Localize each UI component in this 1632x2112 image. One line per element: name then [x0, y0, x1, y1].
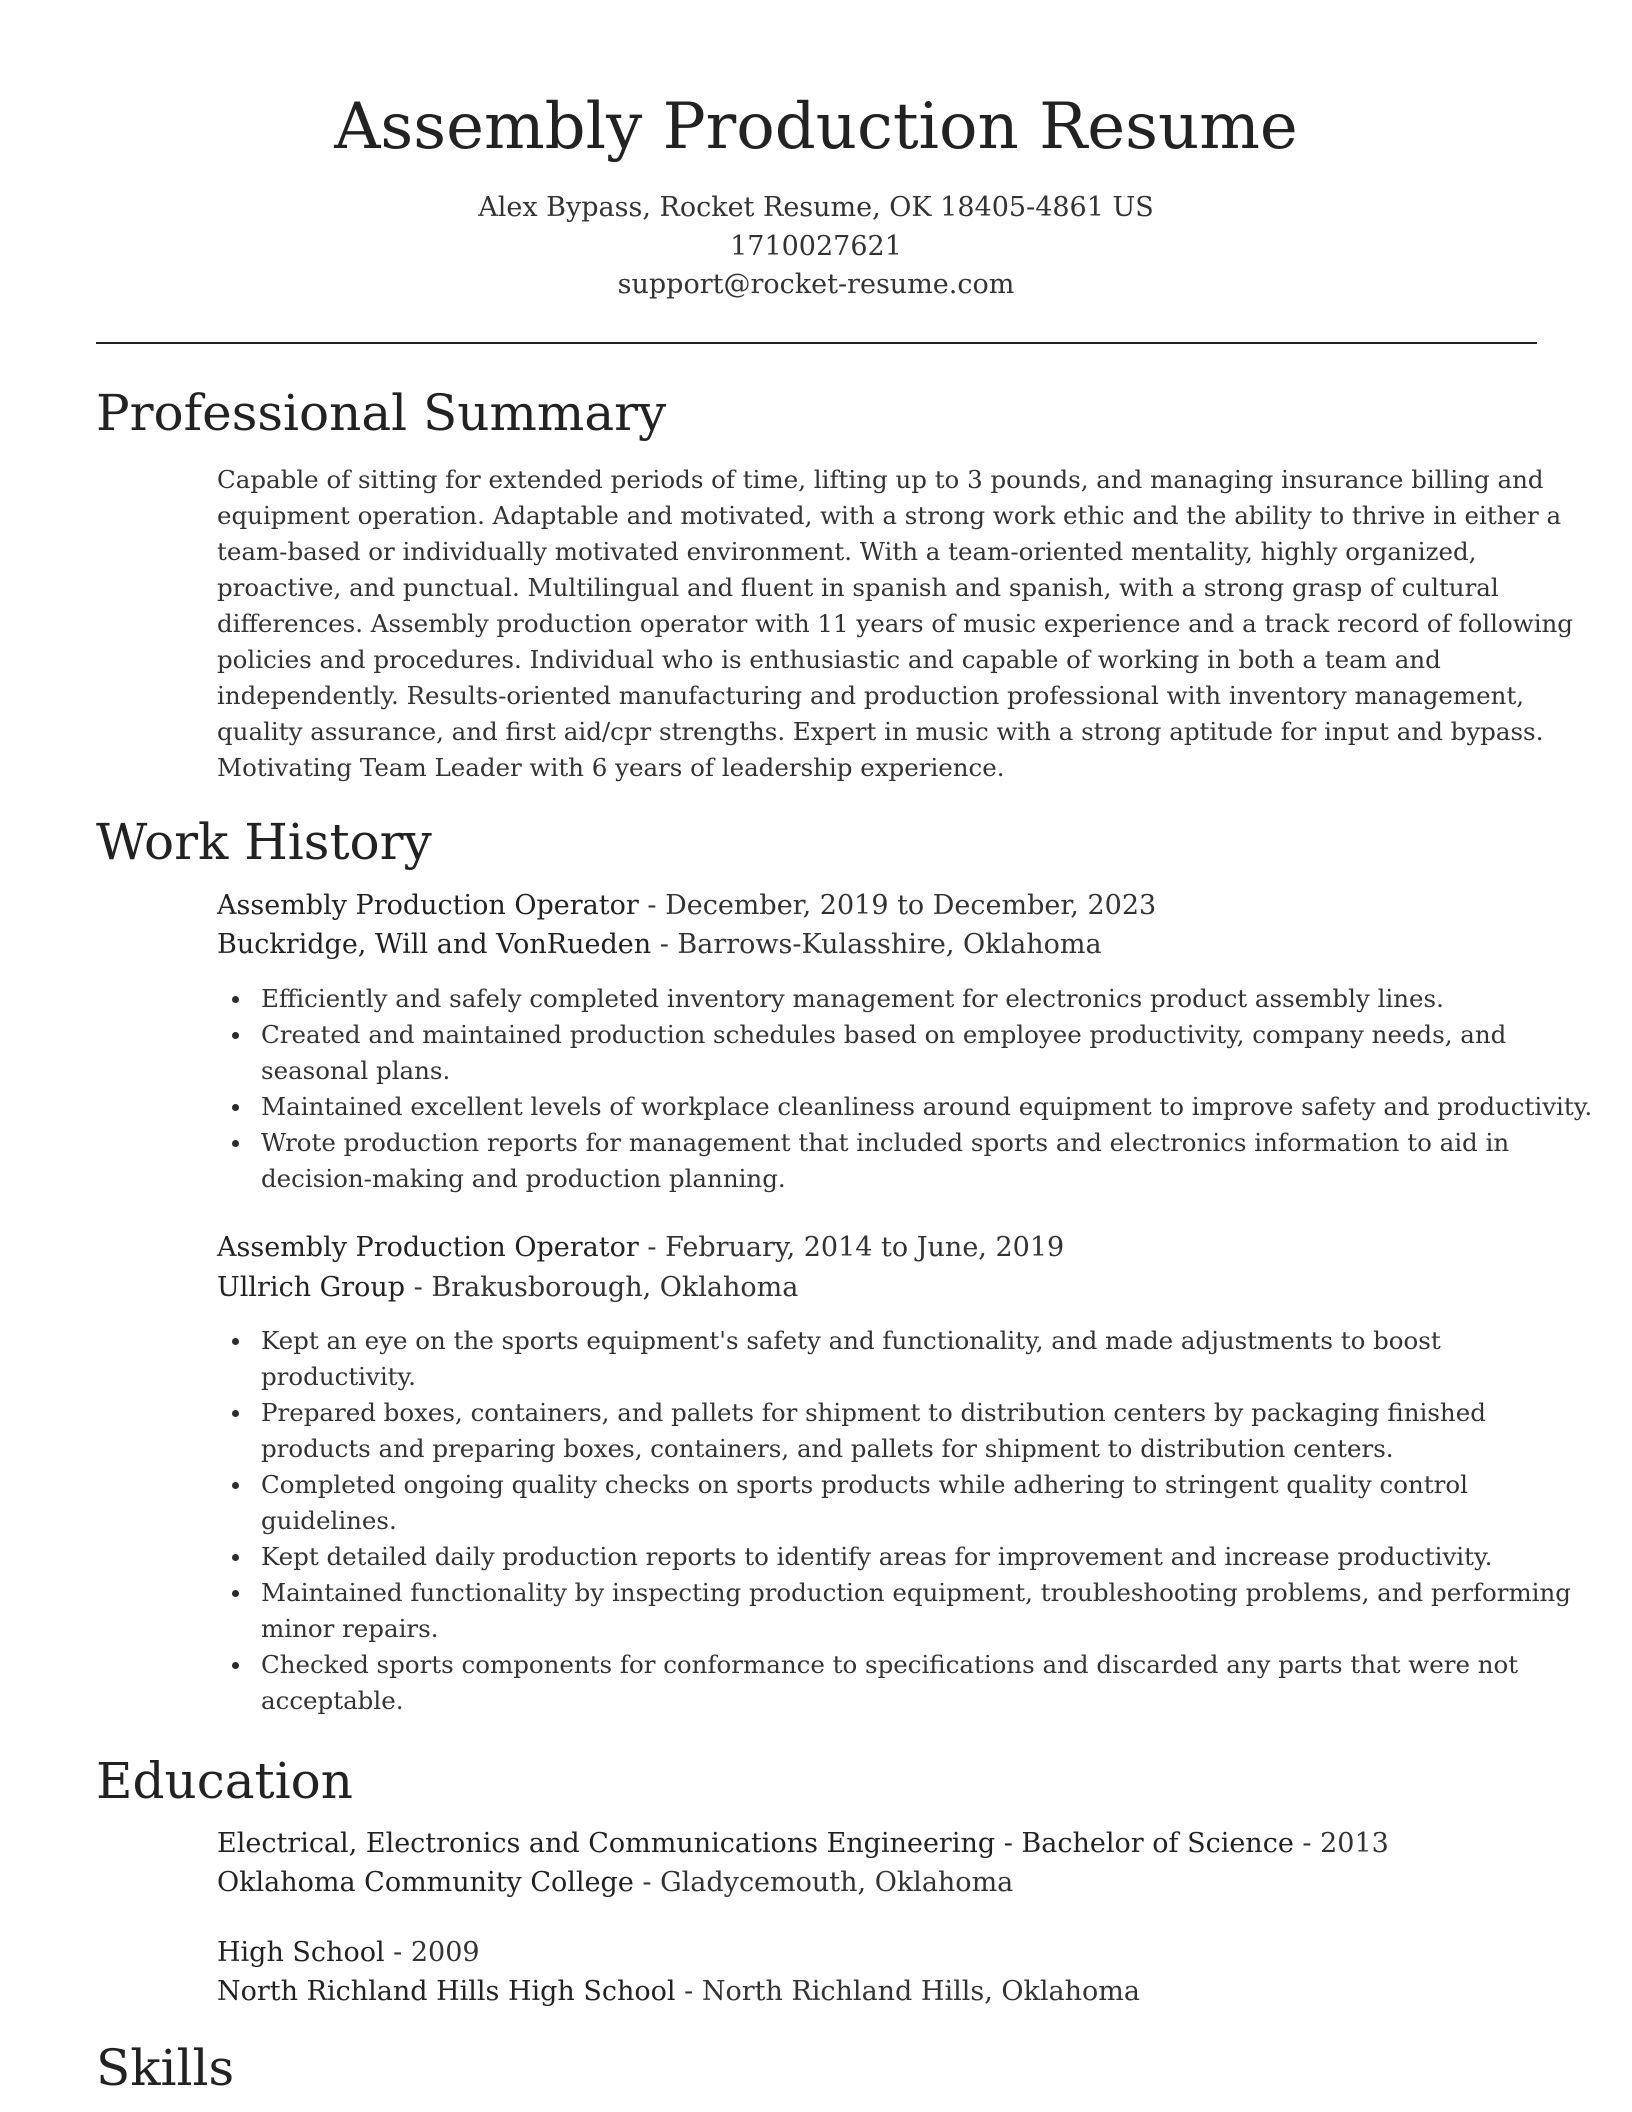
summary-line: Capable of sitting for extended periods of time, lifting up to 3 pounds, and managing insurance billing and: [217, 465, 1544, 494]
education-degree-line: [217, 1826, 1537, 1862]
education-degree: High School: [217, 1937, 385, 1968]
education-school: North Richland Hills High School: [217, 1976, 676, 2007]
contact-phone: 1710027621: [730, 231, 902, 262]
list-item: Maintained excellent levels of workplace cleanliness around equipment to improve safety and productivity.: [217, 1089, 1537, 1125]
education-heading: Education: [96, 1752, 353, 1810]
list-item: Kept an eye on the sports equipment's safety and functionality, and made adjustments to boost productivity.: [217, 1323, 1537, 1395]
summary-paragraph: [217, 462, 1573, 786]
resume-title: Assembly Production Resume: [334, 90, 1298, 164]
header-divider: [96, 342, 1537, 344]
bullet-dot: [232, 1140, 239, 1147]
job-dates: - December, 2019 to December, 2023: [638, 890, 1157, 921]
job-title-line: [217, 888, 1537, 924]
bullet-dot: [232, 1104, 239, 1111]
list-item: Checked sports components for conformance to specifications and discarded any parts that were not acceptable.: [217, 1647, 1537, 1719]
education-year: - 2013: [1293, 1828, 1389, 1859]
education-degree: Electrical, Electronics and Communications Engineering - Bachelor of Science: [217, 1828, 1294, 1859]
job-company: Ullrich Group: [217, 1272, 406, 1303]
list-item: Wrote production reports for management that included sports and electronics information to aid in decision-making and production planning.: [217, 1125, 1537, 1197]
summary-line: independently. Results-oriented manufacturing and production professional with inventory management,: [217, 681, 1525, 710]
bullet-dot: [232, 996, 239, 1003]
summary-heading: Professional Summary: [96, 384, 667, 442]
job-company-line: [217, 927, 1537, 963]
contact-address: Alex Bypass, Rocket Resume, OK 18405-4861 US: [478, 192, 1154, 223]
work-history-heading: Work History: [96, 813, 432, 871]
summary-line: team-based or individually motivated environment. With a team-oriented mentality, highly organized,: [217, 537, 1477, 566]
education-year: - 2009: [384, 1937, 480, 1968]
education-school-line: [217, 1974, 1537, 2010]
bullet-dot: [232, 1032, 239, 1039]
education-degree-line: [217, 1935, 1537, 1971]
bullet-dot: [232, 1590, 239, 1597]
bullet-dot: [232, 1410, 239, 1417]
list-item: Maintained functionality by inspecting production equipment, troubleshooting problems, and performing minor repairs.: [217, 1575, 1537, 1647]
list-item: Kept detailed daily production reports to identify areas for improvement and increase productivity.: [217, 1539, 1537, 1575]
job-title-line: [217, 1230, 1537, 1266]
job-bullet-list: [217, 981, 1593, 1197]
job-title: Assembly Production Operator: [217, 890, 639, 921]
job-location: - Barrows-Kulasshire, Oklahoma: [651, 929, 1102, 960]
bullet-dot: [232, 1482, 239, 1489]
job-dates: - February, 2014 to June, 2019: [638, 1232, 1065, 1263]
summary-line: proactive, and punctual. Multilingual and fluent in spanish and spanish, with a strong grasp of cultural: [217, 573, 1499, 602]
summary-line: Motivating Team Leader with 6 years of leadership experience.: [217, 753, 1005, 782]
summary-line: equipment operation. Adaptable and motivated, with a strong work ethic and the ability to thrive in either a: [217, 501, 1562, 530]
job-company: Buckridge, Will and VonRueden: [217, 929, 652, 960]
list-item: Completed ongoing quality checks on sports products while adhering to stringent quality control guidelines.: [217, 1467, 1537, 1539]
bullet-dot: [232, 1662, 239, 1669]
education-location: - North Richland Hills, Oklahoma: [675, 1976, 1140, 2007]
education-location: - Gladycemouth, Oklahoma: [633, 1867, 1014, 1898]
summary-line: quality assurance, and first aid/cpr strengths. Expert in music with a strong aptitude for input and bypass.: [217, 717, 1544, 746]
job-location: - Brakusborough, Oklahoma: [405, 1272, 799, 1303]
job-company-line: [217, 1270, 1537, 1306]
list-item: Created and maintained production schedules based on employee productivity, company needs, and seasonal plans.: [217, 1017, 1537, 1089]
bullet-dot: [232, 1338, 239, 1345]
job-bullet-list: [217, 1323, 1571, 1719]
bullet-dot: [232, 1554, 239, 1561]
contact-email: support@rocket-resume.com: [617, 269, 1015, 300]
education-school: Oklahoma Community College: [217, 1867, 634, 1898]
skills-heading: Skills: [96, 2039, 235, 2097]
summary-line: policies and procedures. Individual who is enthusiastic and capable of working in both a team and: [217, 645, 1441, 674]
job-title: Assembly Production Operator: [217, 1232, 639, 1263]
summary-line: differences. Assembly production operator with 11 years of music experience and a track record of following: [217, 609, 1573, 638]
education-school-line: [217, 1865, 1537, 1901]
list-item: Efficiently and safely completed inventory management for electronics product assembly lines.: [217, 981, 1537, 1017]
list-item: Prepared boxes, containers, and pallets for shipment to distribution centers by packaging finished products and preparing boxes, containers, and pallets for shipment to distribution centers.: [217, 1395, 1537, 1467]
